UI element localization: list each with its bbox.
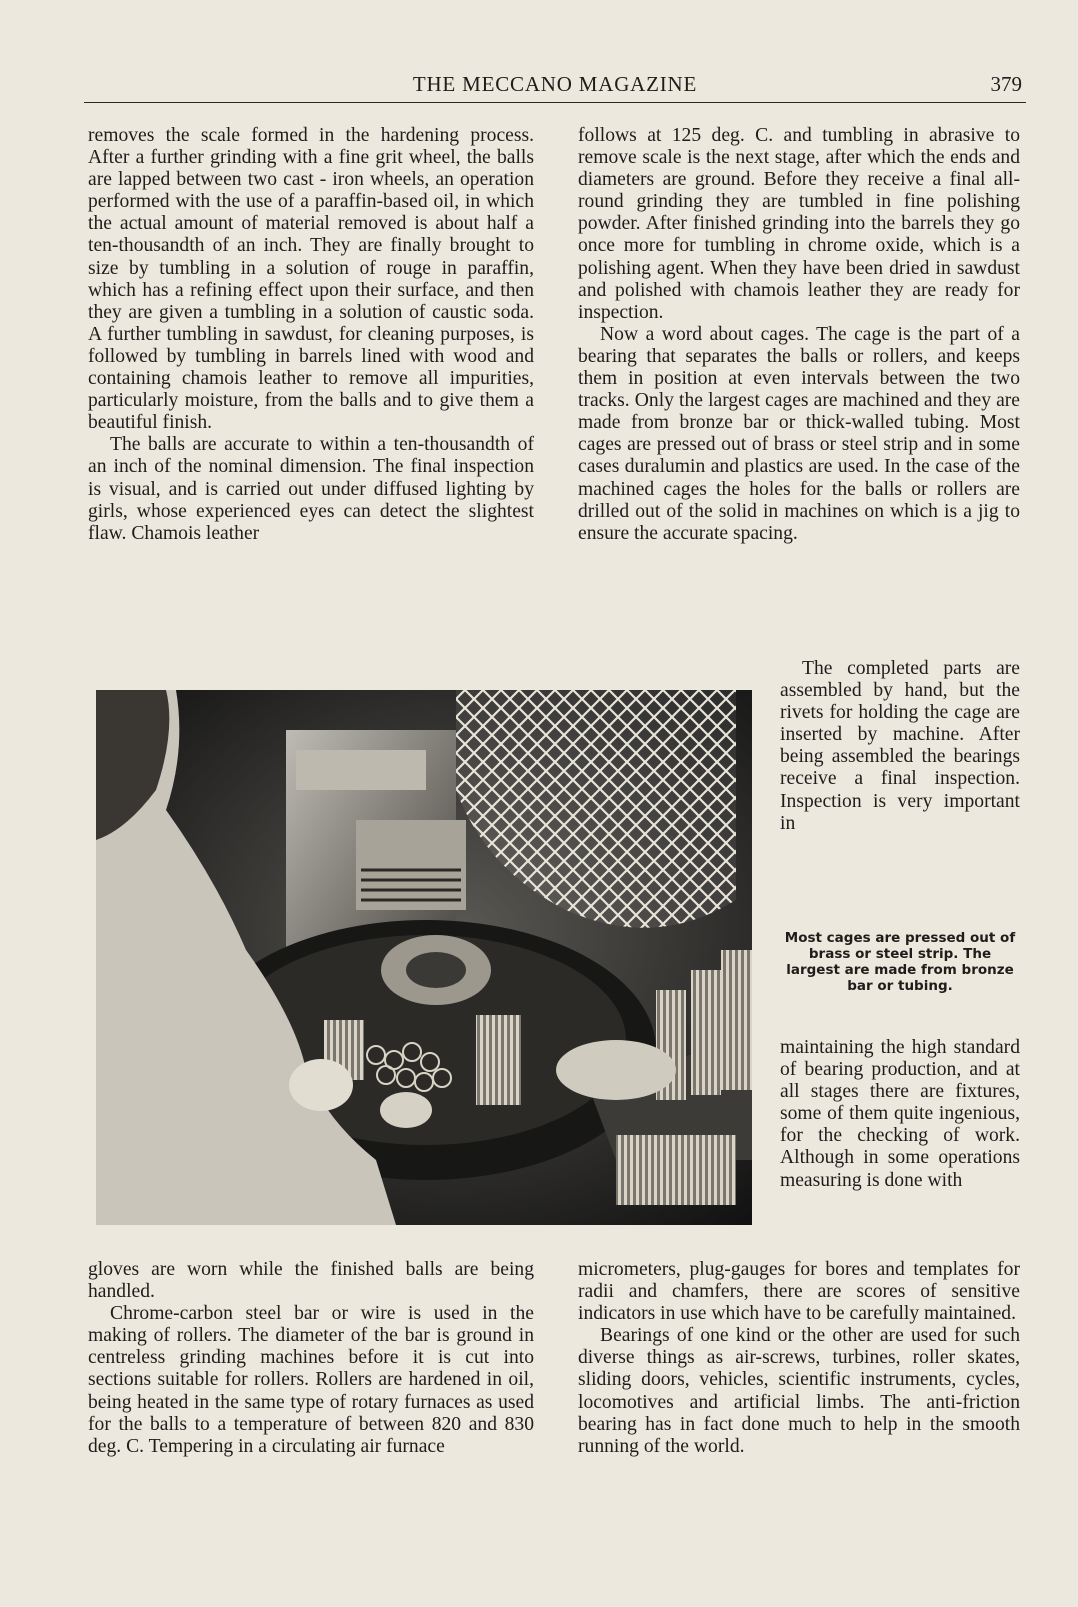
paragraph: gloves are worn while the finished balls are being handled. bbox=[88, 1259, 534, 1303]
paragraph: The balls are accurate to within a ten-thousandth of an inch of the nominal dimension. The final inspection is visual, and is carried out under diffused lighting by girls, whose experienced eyes can detect the slightest flaw. Chamois leather bbox=[88, 434, 534, 544]
right-column-after-caption bbox=[780, 1037, 1020, 1192]
paragraph: maintaining the high standard of bearing production, and at all stages there are fixtures, some of them quite ingenious, for the checking of work. Although in some operations measuring is done with bbox=[780, 1037, 1020, 1191]
magazine-title: THE MECCANO MAGAZINE bbox=[412, 72, 698, 96]
paragraph: Chrome-carbon steel bar or wire is used in the making of rollers. The diameter of the bar is ground in centreless grinding machines before it is cut into sections suitable for rollers. Rollers are hardened in oil, being heated in the same type of rotary furnaces as used for the balls to a temperature of between 820 and 830 deg. C. Tempering in a circulating air furnace bbox=[88, 1303, 534, 1457]
paragraph: The completed parts are assembled by hand, but the rivets for holding the cage are inserted by machine. After being assembled the bearings receive a final inspection. Inspection is very important in bbox=[780, 658, 1020, 834]
left-column-top bbox=[88, 125, 534, 545]
paragraph: micrometers, plug-gauges for bores and templates for radii and chamfers, there are scores of sensitive indicators in use which have to be carefully maintained. bbox=[578, 1259, 1020, 1325]
right-column-bottom bbox=[578, 1259, 1020, 1458]
left-column-bottom bbox=[88, 1259, 534, 1458]
paragraph: Bearings of one kind or the other are used for such diverse things as air-screws, turbines, roller skates, sliding doors, vehicles, scientific instruments, cycles, locomotives and artificial limbs. The anti-friction bearing has in fact done much to help in the smooth running of the world. bbox=[578, 1325, 1020, 1457]
right-column-top bbox=[578, 125, 1020, 545]
paragraph: Now a word about cages. The cage is the part of a bearing that separates the balls or rollers, and keeps them in position at even intervals between the two tracks. Only the largest cages are machined and they are made from bronze bar or thick-walled tubing. Most cages are pressed out of brass or steel strip and in some cases duralumin and plastics are used. In the case of the machined cages the holes for the balls or rollers are drilled out of the solid in machines on which is a jig to ensure the accurate spacing. bbox=[578, 323, 1020, 544]
right-column-beside-photo bbox=[780, 658, 1020, 835]
running-head bbox=[84, 72, 1026, 103]
page-number: 379 bbox=[990, 72, 1022, 96]
photo-illustration bbox=[96, 690, 752, 1225]
paragraph: removes the scale formed in the hardening process. After a further grinding with a fine grit wheel, the balls are lapped between two cast - iron wheels, an operation performed with the use of a paraffin-based oil, in which the actual amount of material removed is about half a ten-thousandth of an inch. They are finally brought to size by tumbling in a solution of rouge in paraffin, which has a refining effect upon their surface, and then they are given a tumbling in a solution of caustic soda. A further tumbling in sawdust, for cleaning purposes, is followed by tumbling in barrels lined with wood and containing chamois leather to remove all impurities, particularly moisture, from the balls and to give them a beautiful finish. bbox=[88, 125, 534, 434]
factory-photo bbox=[96, 690, 752, 1225]
photo-caption: Most cages are pressed out of brass or steel strip. The largest are made from bronze bar or tubing. bbox=[784, 930, 1016, 994]
paragraph: follows at 125 deg. C. and tumbling in abrasive to remove scale is the next stage, after which the ends and diameters are ground. Before they receive a final all-round grinding they are tumbled in fine polishing powder. After finished grinding into the barrels they go once more for tumbling in chrome oxide, which is a polishing agent. When they have been dried in sawdust and polished with chamois leather they are ready for inspection. bbox=[578, 125, 1020, 323]
